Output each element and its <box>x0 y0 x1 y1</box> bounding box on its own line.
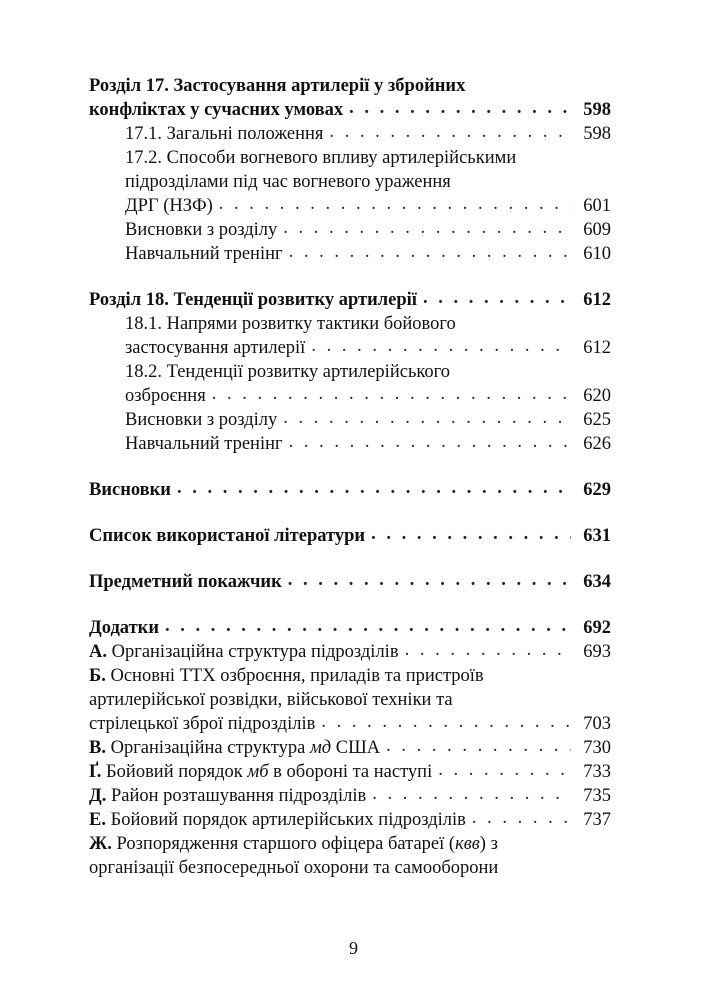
toc-item-18-2-line1 <box>89 360 611 384</box>
page-ref: 634 <box>583 572 611 592</box>
section-17-title-line2: конфліктах у сучасних умовах <box>89 100 344 120</box>
dot-leader <box>283 406 571 430</box>
dot-leader <box>372 782 571 806</box>
toc-item-label: 18.1. Напрями розвитку тактики бойового <box>125 314 456 334</box>
dot-leader <box>212 382 571 406</box>
dot-leader <box>472 806 571 830</box>
page-ref: 601 <box>583 196 611 216</box>
appendix-letter: В. <box>89 738 106 758</box>
toc-item-label: Основні ТТХ озброєння, приладів та пристроїв <box>110 666 484 686</box>
dot-leader <box>329 120 571 144</box>
page-ref: 620 <box>583 386 611 406</box>
page-ref: 735 <box>583 786 611 806</box>
toc-appendix-g[interactable] <box>89 760 611 784</box>
toc-item-label: 18.2. Тенденції розвитку артилерійського <box>125 362 451 382</box>
toc-item-18-training[interactable] <box>89 432 611 456</box>
page-ref: 612 <box>583 338 611 358</box>
toc-references[interactable] <box>89 524 611 548</box>
toc-item-label: Висновки <box>89 480 171 500</box>
section-17-title-line1: Розділ 17. Застосування артилерії у збройних <box>89 76 466 96</box>
toc-item-label: Висновки з розділу <box>125 220 278 240</box>
toc-item-17-conclusions[interactable] <box>89 218 611 242</box>
section-18-title-text: Розділ 18. Тенденції розвитку артилерії <box>89 290 417 310</box>
toc-item-label: Бойовий порядок <box>106 762 243 782</box>
page-ref: 629 <box>583 480 611 500</box>
toc-item-18-1[interactable] <box>89 336 611 360</box>
toc-appendix-e[interactable] <box>89 808 611 832</box>
page-ref: 703 <box>583 714 611 734</box>
toc-item-label: Список використаної літератури <box>89 526 366 546</box>
dot-leader <box>371 522 571 546</box>
spacer <box>89 266 611 288</box>
toc-item-label: застосування артилерії <box>125 338 306 358</box>
toc-appendix-b-line2 <box>89 688 611 712</box>
dot-leader <box>405 638 571 662</box>
toc-item-label: Район розташування підрозділів <box>110 786 367 806</box>
page-number: 9 <box>349 938 358 958</box>
dot-leader <box>311 334 571 358</box>
toc-item-label: Бойовий порядок артилерійських підрозділів <box>110 810 466 830</box>
dot-leader <box>177 476 571 500</box>
dot-leader <box>289 430 571 454</box>
toc-item-label: в обороні та наступі <box>273 762 433 782</box>
toc-item-17-2[interactable] <box>89 194 611 218</box>
dot-leader <box>321 710 571 734</box>
page-ref: 598 <box>583 124 611 144</box>
page-ref: 692 <box>583 618 611 638</box>
toc-item-label: 17.2. Способи вогневого впливу артилерійськими <box>125 148 517 168</box>
page-ref: 610 <box>583 244 611 264</box>
page-ref: 693 <box>583 642 611 662</box>
toc-item-label: Навчальний тренінг <box>125 244 283 264</box>
spacer <box>89 456 611 478</box>
toc-item-label: Навчальний тренінг <box>125 434 283 454</box>
abbrev-italic: мд <box>309 738 332 758</box>
toc-item-label: артилерійської розвідки, військової техніки та <box>89 690 453 710</box>
toc-conclusions[interactable] <box>89 478 611 502</box>
appendix-letter: Д. <box>89 786 107 806</box>
dot-leader <box>288 568 571 592</box>
toc-item-18-conclusions[interactable] <box>89 408 611 432</box>
dot-leader <box>165 614 571 638</box>
toc-item-label: озброєння <box>125 386 206 406</box>
abbrev-italic: квв <box>455 834 480 854</box>
spacer <box>89 548 611 570</box>
toc-appendix-v[interactable] <box>89 736 611 760</box>
toc-appendix-b-line1 <box>89 664 611 688</box>
page-ref: 737 <box>583 810 611 830</box>
dot-leader <box>386 734 571 758</box>
toc-item-label: підрозділами під час вогневого ураження <box>125 172 451 192</box>
toc-item-17-2-line1 <box>89 146 611 170</box>
toc-appendices[interactable] <box>89 616 611 640</box>
page-ref: 625 <box>583 410 611 430</box>
toc-item-label: Предметний покажчик <box>89 572 282 592</box>
toc-item-label: Розпорядження старшого офіцера батареї ( <box>116 834 456 854</box>
table-of-contents <box>89 74 611 880</box>
abbrev-italic: мб <box>247 762 269 782</box>
page-ref: 609 <box>583 220 611 240</box>
dot-leader <box>283 216 571 240</box>
toc-item-label: Організаційна структура <box>110 738 306 758</box>
toc-item-label: організації безпосередньої охорони та самооборони <box>89 858 499 878</box>
appendix-letter: Ґ. <box>89 762 102 782</box>
toc-index[interactable] <box>89 570 611 594</box>
page-ref: 631 <box>583 526 611 546</box>
page-ref: 598 <box>583 100 611 120</box>
dot-leader <box>423 286 571 310</box>
toc-item-label: Висновки з розділу <box>125 410 278 430</box>
toc-item-label: США <box>335 738 381 758</box>
spacer <box>89 502 611 524</box>
toc-item-label: Додатки <box>89 618 159 638</box>
section-18-title[interactable] <box>89 288 611 312</box>
section-17-title-cont[interactable] <box>89 98 611 122</box>
toc-item-label: 17.1. Загальні положення <box>125 124 324 144</box>
toc-item-18-2[interactable] <box>89 384 611 408</box>
toc-appendix-b[interactable] <box>89 712 611 736</box>
page-ref: 733 <box>583 762 611 782</box>
dot-leader <box>349 96 571 120</box>
toc-appendix-zh-line1[interactable] <box>89 832 611 856</box>
dot-leader <box>219 192 571 216</box>
section-17-title <box>89 74 611 98</box>
appendix-letter: Б. <box>89 666 106 686</box>
page-ref: 730 <box>583 738 611 758</box>
toc-item-label: ДРГ (НЗФ) <box>125 196 213 216</box>
dot-leader <box>289 240 571 264</box>
toc-appendix-d[interactable] <box>89 784 611 808</box>
toc-appendix-zh-line2 <box>89 856 611 880</box>
toc-item-label: стрілецької зброї підрозділів <box>89 714 316 734</box>
dot-leader <box>438 758 571 782</box>
toc-item-17-training[interactable] <box>89 242 611 266</box>
appendix-letter: А. <box>89 642 107 662</box>
toc-item-18-1-line1 <box>89 312 611 336</box>
spacer <box>89 594 611 616</box>
appendix-letter: Ж. <box>89 834 112 854</box>
appendix-letter: Е. <box>89 810 106 830</box>
toc-item-label: ) з <box>479 834 498 854</box>
toc-item-17-1[interactable] <box>89 122 611 146</box>
toc-item-label: Організаційна структура підрозділів <box>111 642 399 662</box>
toc-item-17-2-line2 <box>89 170 611 194</box>
page-ref: 626 <box>583 434 611 454</box>
toc-appendix-a[interactable] <box>89 640 611 664</box>
page-ref: 612 <box>583 290 611 310</box>
